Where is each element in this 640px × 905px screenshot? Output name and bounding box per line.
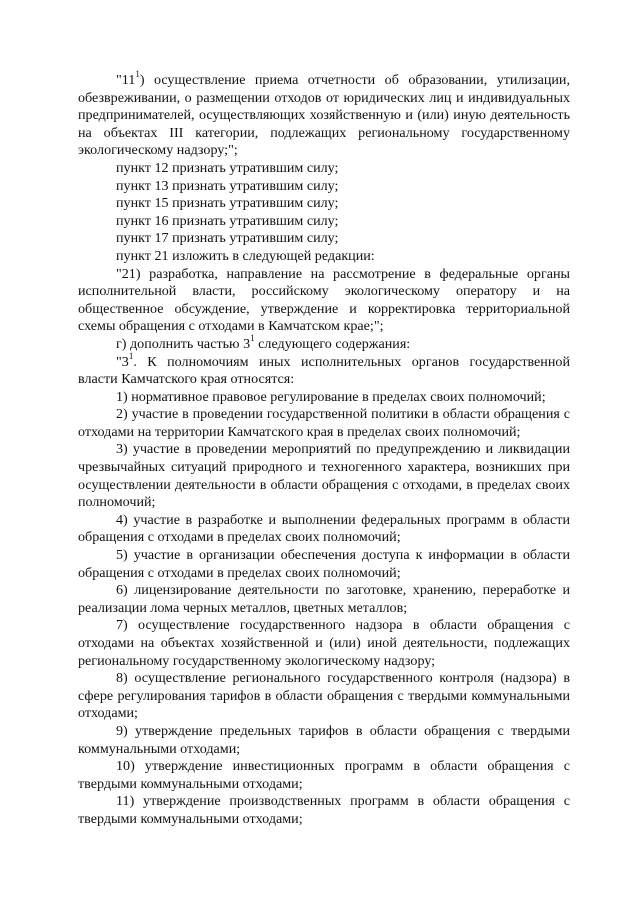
list-item-11: 11) утверждение производственных программ в области обращения с твердыми коммунальными отходами; <box>78 793 570 827</box>
list-item-9: 9) утверждение предельных тарифов в области обращения с твердыми коммунальными отходами; <box>78 722 570 757</box>
paragraph-item-16: пункт 16 признать утратившим силу; <box>116 212 339 229</box>
list-item-10: 10) утверждение инвестиционных программ в области обращения с твердыми коммунальными отходами; <box>78 758 570 792</box>
list-item-2: 2) участие в проведении государственной политики в области обращения с отходами на территории Камчатского края в пределах своих полномочий; <box>78 406 570 440</box>
paragraph-item-11-1: "$11^1$) осуществление приема отчетности об образовании, утилизации, обезвреживании, о размещении отходов от юридических лиц и индивидуальных предпринимателей, осуществляющих хозяйственную и (или) иную деятельность на объектах III категории, подлежащих региональному государственному экологическому надзору;"; <box>78 69 570 159</box>
paragraph-item-12: пункт 12 признать утратившим силу; <box>116 159 339 176</box>
paragraph-item-17: пункт 17 признать утратившим силу; <box>116 230 339 247</box>
paragraph-item-21: "21) разработка, направление на рассмотрение в федеральные органы исполнительной власти, российскому экологическому оператору и на общественное обсуждение, утверждение и корректировка территориальной схемы обращения с отходами в Камчатском крае;"; <box>78 265 570 335</box>
list-item-4: 4) участие в разработке и выполнении федеральных программ в области обращения с отходами в пределах своих полномочий; <box>78 511 570 546</box>
list-item-6: 6) лицензирование деятельности по заготовке, хранению, переработке и реализации лома черных металлов, цветных металлов; <box>78 582 570 616</box>
list-item-8: 8) осуществление регионального государственного контроля (надзора) в сфере регулирования тарифов в области обращения с твердыми коммунальными отходами; <box>78 670 570 722</box>
list-item-3: 3) участие в проведении мероприятий по предупреждению и ликвидации чрезвычайных ситуаций природного и техногенного характера, возникших при осуществлении деятельности в области обращения с отходами, в пределах своих полномочий; <box>78 441 570 511</box>
paragraph-part-3-1: "$3^1$. К полномочиям иных исполнительных органов государственной власти Камчатского края относятся: <box>78 350 570 388</box>
list-item-7: 7) осуществление государственного надзора в области обращения с отходами на объектах хозяйственной и (или) иной деятельности, подлежащих региональному государственному экологическому надзору; <box>78 617 570 669</box>
list-item-1: 1) нормативное правовое регулирование в пределах своих полномочий; <box>116 388 546 405</box>
paragraph-item-21-intro: пункт 21 изложить в следующей редакции: <box>116 247 375 264</box>
paragraph-part-g: г) дополнить частью $3^1$ следующего содержания: <box>116 333 411 352</box>
paragraph-item-15: пункт 15 признать утратившим силу; <box>116 195 339 212</box>
paragraph-item-13: пункт 13 признать утратившим силу; <box>116 177 339 194</box>
list-item-5: 5) участие в организации обеспечения доступа к информации в области обращения с отходами в пределах своих полномочий; <box>78 547 570 581</box>
document-body <box>78 69 570 829</box>
